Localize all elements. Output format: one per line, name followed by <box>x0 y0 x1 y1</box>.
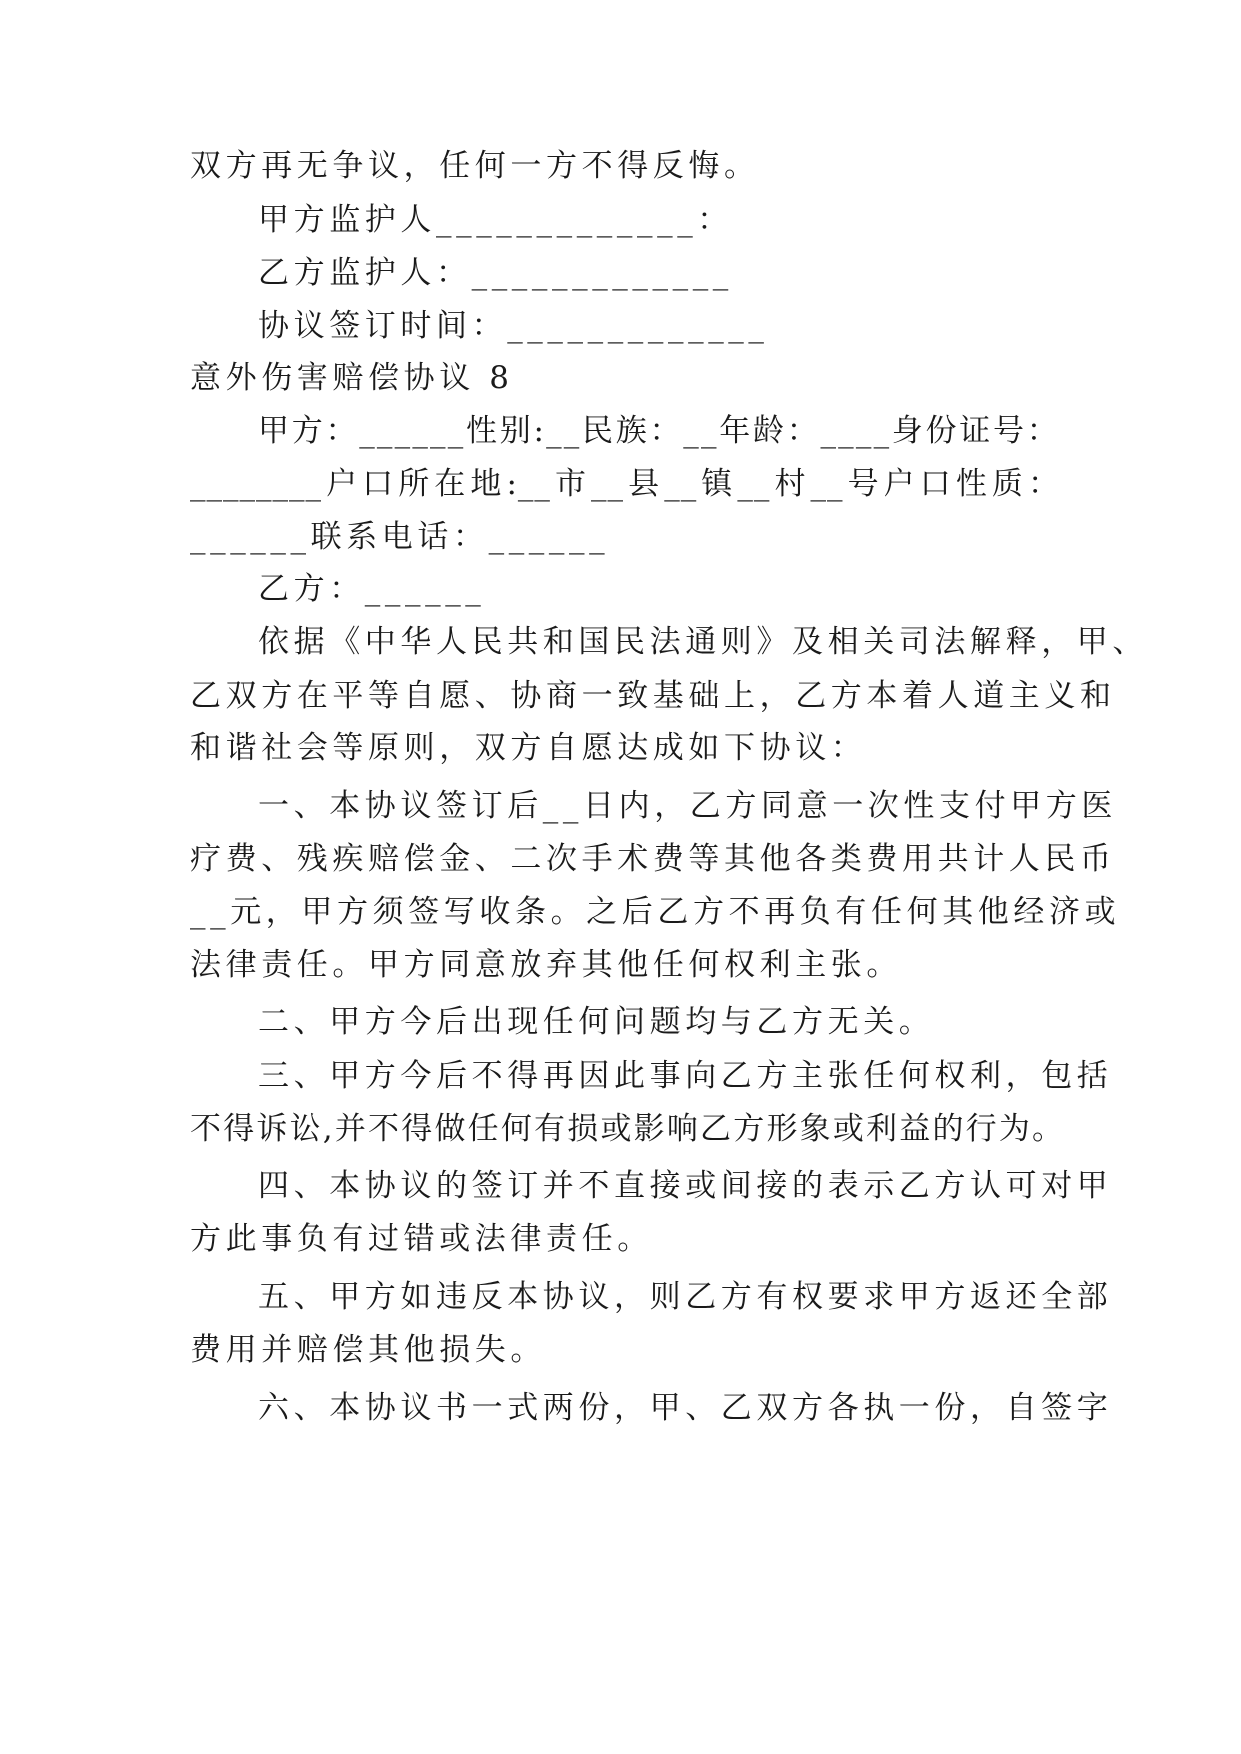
section-title: 意外伤害赔偿协议 8 <box>190 360 514 396</box>
signing-date-line: 协议签订时间：_____________ <box>258 308 769 344</box>
party-b-line: 乙方：______ <box>258 571 486 607</box>
text-line: __元，甲方须签写收条。之后乙方不再负有任何其他经济或 <box>190 894 1121 930</box>
clause-2: 二、甲方今后出现任何问题均与乙方无关。 <box>258 1004 935 1040</box>
clause-6: 六、本协议书一式两份，甲、乙双方各执一份，自签字 <box>258 1390 1113 1426</box>
text-line: 不得诉讼,并不得做任何有损或影响乙方形象或利益的行为。 <box>190 1111 1066 1147</box>
clause-3: 三、甲方今后不得再因此事向乙方主张任何权利，包括 <box>258 1058 1113 1094</box>
text-line: 法律责任。甲方同意放弃其他任何权利主张。 <box>190 947 902 983</box>
text-line: 方此事负有过错或法律责任。 <box>190 1221 653 1257</box>
text-line: 和谐社会等原则，双方自愿达成如下协议： <box>190 730 867 766</box>
text-line: 乙双方在平等自愿、协商一致基础上，乙方本着人道主义和 <box>190 678 1116 714</box>
guardian-b-line: 乙方监护人：_____________ <box>258 255 733 291</box>
party-a-household-line: ________户口所在地:__市__县__镇__村__号户口性质： <box>190 466 1060 502</box>
party-a-phone-line: ______联系电话：______ <box>190 519 610 555</box>
text-line: 双方再无争议，任何一方不得反悔。 <box>190 148 760 184</box>
text-line: 费用并赔偿其他损失。 <box>190 1332 546 1368</box>
text-line: 疗费、残疾赔偿金、二次手术费等其他各类费用共计人民币 <box>190 841 1116 877</box>
clause-5: 五、甲方如违反本协议，则乙方有权要求甲方返还全部 <box>258 1279 1113 1315</box>
clause-4: 四、本协议的签订并不直接或间接的表示乙方认可对甲 <box>258 1168 1113 1204</box>
clause-1: 一、本协议签订后__日内，乙方同意一次性支付甲方医 <box>258 788 1117 824</box>
party-a-line: 甲方：______性别:__民族：__年龄：____身份证号： <box>258 413 1060 449</box>
text-line: 依据《中华人民共和国民法通则》及相关司法解释，甲、 <box>258 624 1148 660</box>
guardian-a-line: 甲方监护人_____________： <box>258 202 733 238</box>
